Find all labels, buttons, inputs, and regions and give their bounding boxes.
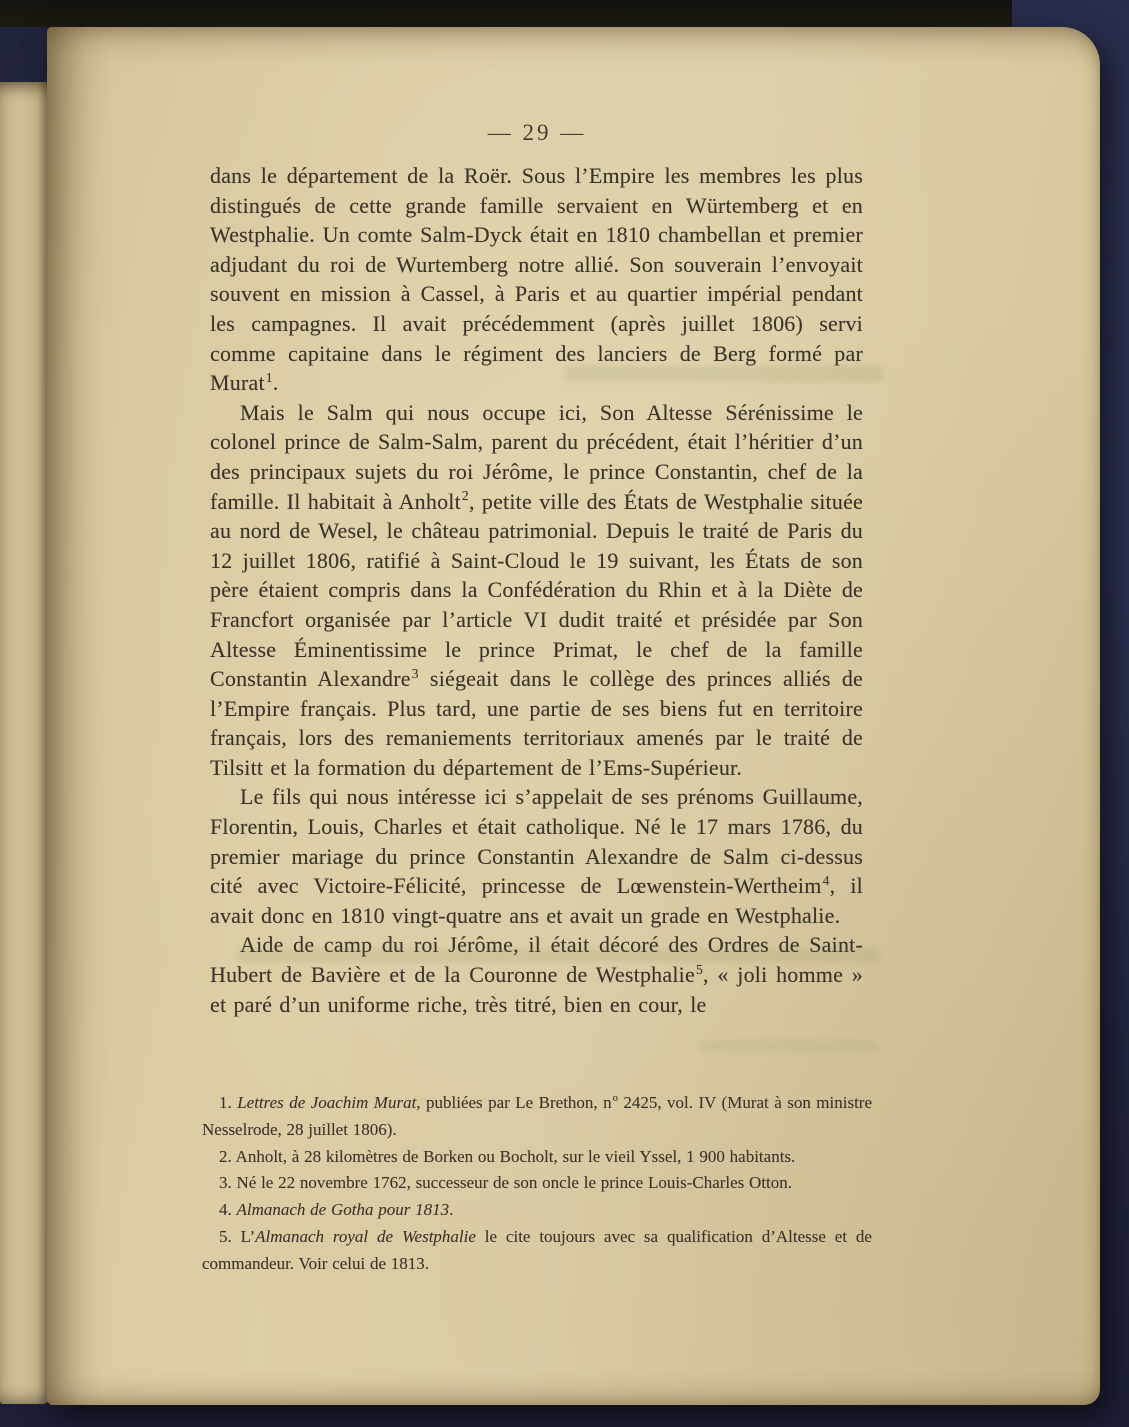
text-segment: Mais le Salm qui nous occupe ici, Son Altesse Sérénissime le colonel prince de Salm-Salm, parent du précédent, était l’héritier d’un des principaux sujets du roi Jérôme, le prince Constantin, chef de la famille. Il habitait à Anholt bbox=[210, 399, 863, 514]
text-segment: , il avait donc en 1810 vingt-quatre ans et avait un grade en Westphalie. bbox=[210, 873, 863, 928]
footnote-reference: 3 bbox=[411, 665, 419, 681]
footnote-reference: 5 bbox=[695, 961, 703, 977]
footnote-item bbox=[202, 1090, 872, 1144]
italic-text: Almanach royal de Westphalie bbox=[255, 1226, 476, 1246]
under-page-edge bbox=[0, 82, 49, 1404]
text-segment: Le fils qui nous intéresse ici s’appelait de ses prénoms Guillaume, Florentin, Louis, Charles et était catholique. Né le 17 mars 1786, du premier mariage du prince Constantin Alexandre de Salm ci-dessus cité avec Victoire-Félicité, princesse de Lœwenstein-Wertheim bbox=[210, 784, 863, 899]
text-segment: 3. Né le 22 novembre 1762, successeur de son oncle le prince Louis-Charles Otton. bbox=[219, 1173, 793, 1193]
text-segment: 2425, vol. IV (Murat à son ministre Nesselrode, 28 juillet 1806). bbox=[202, 1093, 872, 1139]
body-paragraph bbox=[210, 930, 863, 1019]
body-paragraphs bbox=[210, 161, 863, 1019]
text-segment: , « joli homme » et paré d’un uniforme riche, très titré, bien en cour, le bbox=[210, 962, 863, 1017]
page-number: — 29 — bbox=[487, 120, 587, 145]
text-segment: le cite toujours avec sa qualification d’Altesse et de commandeur. Voir celui de 1813. bbox=[202, 1226, 872, 1273]
text-segment: 2. Anholt, à 28 kilomètres de Borken ou Bocholt, sur le vieil Yssel, 1 900 habitants. bbox=[219, 1146, 796, 1166]
body-paragraph bbox=[210, 161, 863, 398]
text-segment: 4. bbox=[219, 1200, 237, 1220]
text-segment: siégeait dans le collège des princes alliés de l’Empire français. Plus tard, une partie de ses biens fut en territoire français, lors des remaniements territoriaux amenés par le traité de Tilsitt et la formation du département de l’Ems-Supérieur. bbox=[210, 666, 863, 780]
book-page bbox=[47, 27, 1100, 1405]
text-segment: Aide de camp du roi Jérôme, il était décoré des Ordres de Saint-Hubert de Bavière et de la Couronne de Westphalie bbox=[210, 932, 863, 988]
footnote-reference: o bbox=[612, 1093, 618, 1105]
text-segment: dans le département de la Roër. Sous l’Empire les membres les plus distingués de cette grande famille servaient en Würtemberg et en Westphalie. Un comte Salm-Dyck était en 1810 chambellan et premier adjudant du roi de Wurtemberg notre allié. Son souverain l’envoyait souvent en mission à Cassel, à Paris et au quartier impérial pendant les campagnes. Il avait précédemment (après juillet 1806) servi comme capitaine dans le régiment des lanciers de Berg formé par Murat bbox=[210, 163, 863, 396]
text-segment: , petite ville des États de Westphalie située au nord de Wesel, le château patrimonial. Depuis le traité de Paris du 12 juillet 1806, ratifié à Saint-Cloud le 19 suivant, les États de son père étaient compris dans la Confédération du Rhin et à la Diète de Francfort organisée par l’article VI dudit traité et présidée par Son Altesse Éminentissime le prince Primat, le chef de la famille Constantin Alexandre bbox=[210, 488, 863, 692]
text-segment: 5. L’ bbox=[219, 1226, 256, 1246]
footnote-item bbox=[202, 1197, 872, 1224]
footnote-item bbox=[202, 1144, 872, 1171]
footnote-reference: 1 bbox=[265, 369, 273, 385]
italic-text: Almanach de Gotha pour 1813 bbox=[236, 1200, 450, 1220]
footnotes bbox=[202, 1090, 872, 1278]
footnote-item bbox=[202, 1170, 872, 1197]
footnote-item bbox=[202, 1224, 872, 1278]
body-paragraph bbox=[210, 398, 863, 783]
text-segment: , publiées par Le Brethon, n bbox=[416, 1093, 612, 1112]
book-top-shadow bbox=[0, 0, 1012, 27]
footnote-reference: 4 bbox=[822, 872, 830, 888]
text-segment: 1. bbox=[219, 1093, 238, 1112]
text-segment: . bbox=[449, 1200, 454, 1220]
text-segment: . bbox=[272, 370, 279, 396]
italic-text: Lettres de Joachim Murat bbox=[237, 1093, 417, 1112]
footnote-reference: 2 bbox=[461, 488, 469, 504]
body-paragraph bbox=[210, 782, 863, 930]
